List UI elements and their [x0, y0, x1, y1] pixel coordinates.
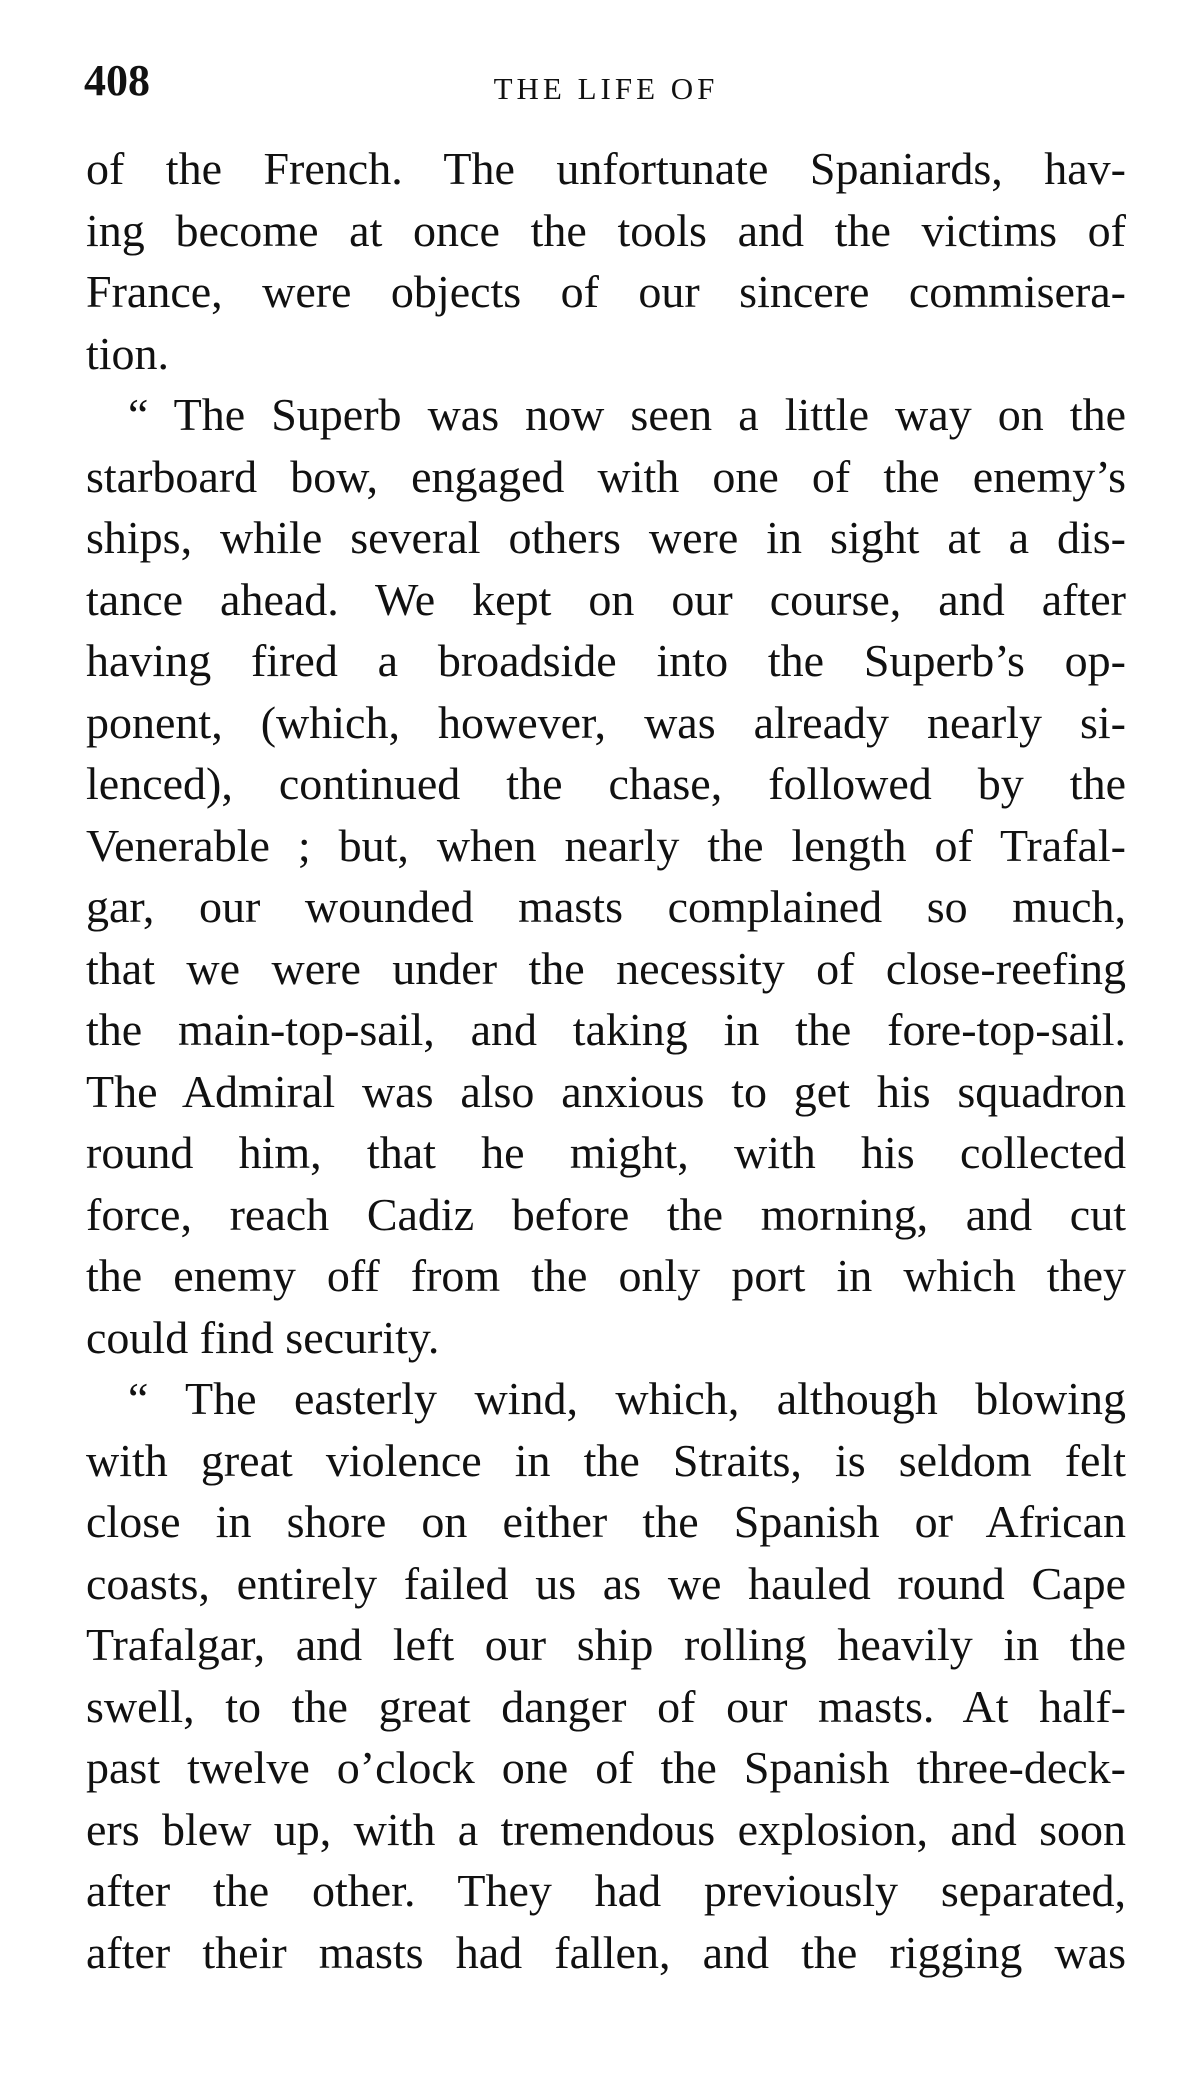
paragraph-1: [86, 138, 1126, 384]
text-line: Trafalgar, and left our ship rolling heavily in the: [86, 1619, 1126, 1670]
text-line: starboard bow, engaged with one of the enemy’s: [86, 450, 1126, 502]
text-line: France, were objects of our sincere commisera-: [86, 266, 1126, 317]
text-line: with great violence in the Straits, is seldom felt: [86, 1434, 1126, 1486]
text-line: tance ahead. We kept on our course, and after: [86, 573, 1126, 625]
text-line: gar, our wounded masts complained so much,: [86, 881, 1126, 932]
text-line: past twelve o’clock one of the Spanish three-deck-: [86, 1742, 1126, 1793]
text-line: “ The Superb was now seen a little way on the: [128, 389, 1126, 440]
page-number: 408: [84, 56, 150, 105]
text-line: ing become at once the tools and the victims of: [86, 204, 1126, 256]
text-line: the main-top-sail, and taking in the fore-top-sail.: [86, 1004, 1126, 1055]
text-line: the enemy off from the only port in which they: [86, 1250, 1126, 1301]
text-line: lenced), continued the chase, followed by the: [86, 758, 1126, 809]
text-line: “ The easterly wind, which, although blowing: [128, 1373, 1126, 1424]
text-line: The Admiral was also anxious to get his squadron: [86, 1065, 1126, 1117]
text-line: swell, to the great danger of our masts. At half-: [86, 1680, 1126, 1732]
text-line: after their masts had fallen, and the rigging was: [86, 1926, 1126, 1978]
text-line: ers blew up, with a tremendous explosion, and soon: [86, 1803, 1126, 1855]
text-line: that we were under the necessity of close-reefing: [86, 942, 1126, 994]
text-line: having fired a broadside into the Superb’s op-: [86, 635, 1126, 686]
text-line: round him, that he might, with his collected: [86, 1127, 1126, 1178]
running-head: [84, 46, 1128, 116]
text-line: of the French. The unfortunate Spaniards, hav-: [86, 143, 1126, 194]
text-line: close in shore on either the Spanish or African: [86, 1496, 1126, 1547]
text-line: ships, while several others were in sight at a dis-: [86, 512, 1126, 563]
running-title: THE LIFE OF: [493, 71, 719, 106]
body-text: [86, 138, 1126, 1983]
text-line: after the other. They had previously separated,: [86, 1865, 1126, 1916]
text-line: could find security.: [86, 1311, 440, 1363]
paragraph-3: [86, 1368, 1126, 1983]
text-line: tion.: [86, 327, 170, 379]
text-line: Venerable ; but, when nearly the length of Trafal-: [86, 819, 1126, 871]
text-line: ponent, (which, however, was already nearly si-: [86, 696, 1126, 748]
text-line: force, reach Cadiz before the morning, and cut: [86, 1188, 1126, 1240]
paragraph-2: [86, 384, 1126, 1368]
text-line: coasts, entirely failed us as we hauled round Cape: [86, 1557, 1126, 1609]
